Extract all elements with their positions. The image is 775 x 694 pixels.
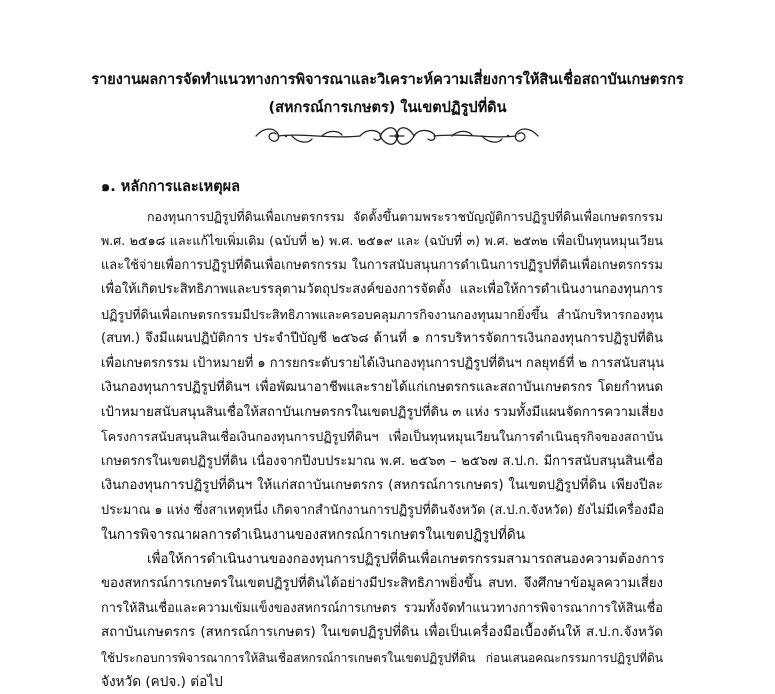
paragraph-line: (สบท.) จึงมีแผนปฏิบัติการ ประจำปีบัญชี ๒๕๖๘ ด้านที่ ๑ การบริหารจัดการเงินกองทุนการปฏิรูปที่ดิน (101, 331, 663, 347)
paragraph-line: เงินกองทุนการปฏิรูปที่ดินฯ ให้แก่สถาบันเกษตรกร (สหกรณ์การเกษตร) ในเขตปฏิรูปที่ดิน เพียงปีละ (101, 478, 663, 494)
decorative-flourish-divider-icon (252, 121, 542, 151)
paragraph-line: ในการพิจารณาผลการดำเนินงานของสหกรณ์การเกษตรในเขตปฏิรูปที่ดิน (101, 527, 526, 544)
report-title-line-1: รายงานผลการจัดทำแนวทางการพิจารณาและวิเคราะห์ความเสี่ยงการให้สินเชื่อสถาบันเกษตรกร (91, 72, 684, 88)
paragraph-line: ปฏิรูปที่ดินเพื่อเกษตรกรรมมีประสิทธิภาพและครอบคลุมภารกิจงานกองทุนมากยิ่งขึ้น สำนักบริหารกองทุน (101, 306, 663, 322)
paragraph-line: การให้สินเชื่อและความเข้มแข็งของสหกรณ์การเกษตร รวมทั้งจัดทำแนวทางการพิจารณาการให้สินเชื่อ (101, 600, 663, 616)
paragraph-line: ใช้ประกอบการพิจารณาการให้สินเชื่อสหกรณ์การเกษตรในเขตปฏิรูปที่ดิน ก่อนเสนอคณะกรรมการปฏิรูปที่ดิน (101, 650, 663, 665)
paragraph-line: เกษตรกรในเขตปฏิรูปที่ดิน เนื่องจากปีงบประมาณ พ.ศ. ๒๕๖๓ – ๒๕๖๗ ส.ป.ก. มีการสนับสนุนสินเชื่อ (101, 453, 663, 469)
paragraph-line: เพื่อให้การดำเนินงานของกองทุนการปฏิรูปที่ดินเพื่อเกษตรกรรมสามารถสนองความต้องการ (147, 551, 665, 567)
paragraph-line: เพื่อให้เกิดประสิทธิภาพและบรรลุตามวัตถุประสงค์ของการจัดตั้ง และเพื่อให้การดำเนินงานกองทุนการ (101, 282, 663, 298)
paragraph-line: สถาบันเกษตรกร (สหกรณ์การเกษตร) ในเขตปฏิรูปที่ดิน เพื่อเป็นเครื่องมือเบื้องต้นให้ ส.ป.ก.จังหวัด (101, 625, 663, 641)
paragraph-line: เป้าหมายสนับสนุนสินเชื่อให้สถาบันเกษตรกรในเขตปฏิรูปที่ดิน ๓ แห่ง รวมทั้งมีแผนจัดการความเสี่ยง (101, 404, 664, 420)
paragraph-line: เพื่อเกษตรกรรม เป้าหมายที่ ๑ การยกระดับรายได้เงินกองทุนการปฏิรูปที่ดินฯ กลยุทธ์ที่ ๒ การสนับสนุน (101, 355, 665, 371)
paragraph-line: และใช้จ่ายเพื่อการปฏิรูปที่ดินเพื่อเกษตรกรรม ในการสนับสนุนการดำเนินการปฏิรูปที่ดินเพื่อเกษตรกรรม (101, 257, 663, 273)
paragraph-line: เงินกองทุนการปฏิรูปที่ดินฯ เพื่อพัฒนาอาชีพและรายได้แก่เกษตรกรและสถาบันเกษตรกร โดยกำหนด (101, 380, 663, 396)
paragraph-line: พ.ศ. ๒๕๑๘ และแก้ไขเพิ่มเติม (ฉบับที่ ๒) พ.ศ. ๒๕๑๙ และ (ฉบับที่ ๓) พ.ศ. ๒๕๓๒ เพื่อเป็นทุนหมุนเวียน (101, 233, 663, 249)
paragraph-line: กองทุนการปฏิรูปที่ดินเพื่อเกษตรกรรม จัดตั้งขึ้นตามพระราชบัญญัติการปฏิรูปที่ดินเพื่อเกษตรกรรม (147, 209, 663, 224)
paragraph-line: ของสหกรณ์การเกษตรในเขตปฏิรูปที่ดินได้อย่างมีประสิทธิภาพยิ่งขึ้น สบท. จึงศึกษาข้อมูลความเสี่ยง (101, 576, 663, 592)
report-title-line-2: (สหกรณ์การเกษตร) ในเขตปฏิรูปที่ดิน (268, 100, 507, 116)
paragraph-line: ประมาณ ๑ แห่ง ซึ่งสาเหตุหนึ่ง เกิดจากสำนักงานการปฏิรูปที่ดินจังหวัด (ส.ป.ก.จังหวัด) ยังไม่มีเครื่องมือ (101, 502, 665, 518)
section-heading-principles: ๑. หลักการและเหตุผล (101, 179, 241, 195)
paragraph-line: จังหวัด (คปจ.) ต่อไป (101, 674, 223, 690)
paragraph-line: โครงการสนับสนุนสินเชื่อเงินกองทุนการปฏิรูปที่ดินฯ เพื่อเป็นทุนหมุนเวียนในการดำเนินธุรกิจของสถาบัน (101, 429, 663, 445)
